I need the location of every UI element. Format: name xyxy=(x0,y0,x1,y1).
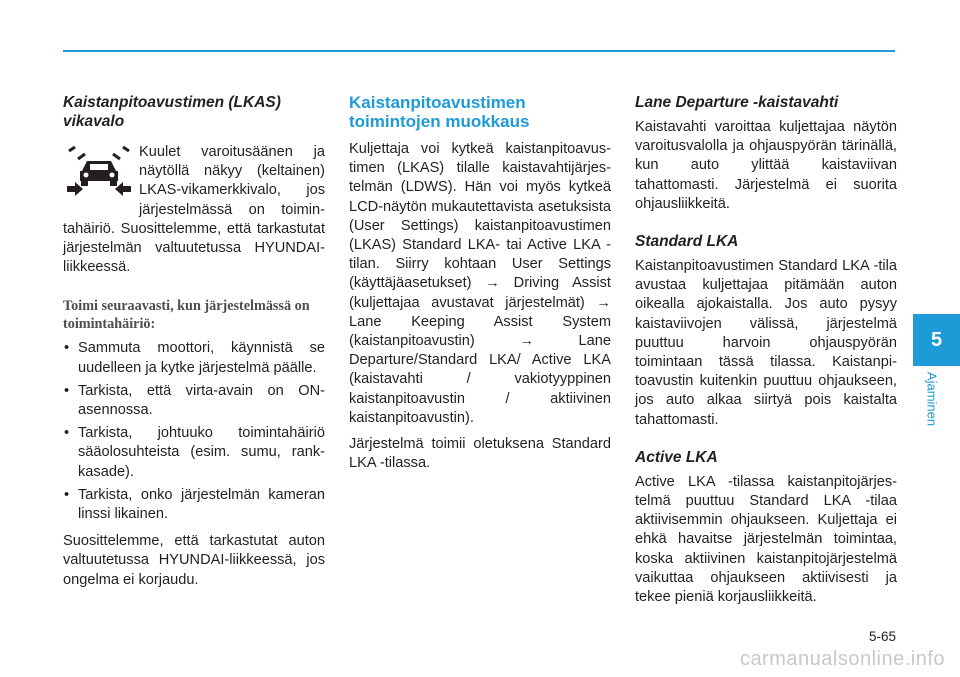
standard-lka-text: Kaistanpitoavustimen Standard LKA -tila avustaa kuljettajaa pitämään auton oikealla ajokaistalla. Jos auto pysyy kaistaviivojen välissä, järjestelmä puuttuu harvoin ohjauspyörän toimintaan tässä tilassa. Kaistanpitoavustin kuitenkin puuttuu ohjaukseen, jos auto alkaa siirtyä pois kaistalta tahattomasti. xyxy=(635,258,897,428)
active-lka-text: Active LKA -tilassa kaistanpitojärjestelmä puuttuu Standard LKA -tilaa aktiivisemmin ohjaukseen. Kuljettaja ei ehkä havaitse järjestelmän toimintaa, koska aktiivinen kaistanpitojärjestelmä vaikuttaa ohjaukseen aktiivisesti ja tekee pieniä korjausliikkeitä. xyxy=(635,473,897,606)
malfunction-steps-list xyxy=(63,339,325,524)
column-lkas-malfunction xyxy=(63,93,325,590)
malfunction-subheading: Toimi seuraavasti, kun järjestelmässä on toimintahäiriö: xyxy=(63,298,310,333)
top-rule xyxy=(63,50,895,52)
chapter-name-text: Ajaminen xyxy=(924,371,940,427)
section-heading-standard-lka: Standard LKA xyxy=(635,233,739,251)
lkas-default-mode-paragraph: Järjestelmä toimii oletuksena Standard LKA -tilassa. xyxy=(349,436,611,472)
section-heading-lkas-settings: Kaistanpitoavustimen toimintojen muokkaus xyxy=(349,93,530,131)
section-heading-lane-departure: Lane Departure -kaistavahti xyxy=(635,94,839,111)
chapter-name-label xyxy=(922,366,942,432)
list-item: • Tarkista, johtuuko toimintahäiriö sääolosuhteista (esim. sumu, rankkasade). xyxy=(63,424,325,482)
lkas-warning-icon xyxy=(63,143,135,203)
page-number: 5-65 xyxy=(868,629,896,644)
list-item: • Sammuta moottori, käynnistä se uudelleen ja kytke järjestelmä päälle. xyxy=(63,339,325,377)
column-lka-modes xyxy=(635,93,897,607)
malfunction-closing: Suosittelemme, että tarkastutat auton valtuutetussa HYUNDAI-liikkeessä, jos ongelma ei korjaudu. xyxy=(63,533,325,588)
list-item: • Tarkista, onko järjestelmän kameran linssi likainen. xyxy=(63,486,325,524)
lkas-malfunction-intro: Kuulet varoitusäänen ja näytöllä näkyy (keltainen) LKAS-vikamerkkivalo, jos järjestelmässä on toimintahäiriö. Suosittelemme, että tarkastutat järjestelmän valtuutetussa HYUNDAI-liikkeessä. xyxy=(63,144,325,276)
watermark: carmanualsonline.info xyxy=(739,648,945,670)
list-item: • Tarkista, että virta-avain on ON-asennossa. xyxy=(63,382,325,420)
lkas-settings-paragraph: Kuljettaja voi kytkeä kaistanpitoavustimen (LKAS) tilalle kaistavahtijärjestelmän (LDWS). Hän voi myös kytkeä LCD-näytön mukautettavista asetuksista (User Settings) kaistanpitoavustimen (LKAS) Standard LKA- tai Active LKA -tilan. Siirry kohtaan User Settings (käyttäjäasetukset) → Driving Assist (kuljettajaa avustavat järjestelmät) → Lane Keeping Assist System (kaistanpitoavustin) → Lane Departure/Standard LKA/ Active LKA (kaistavahti / vakiotyyppinen kaistanpitoavustin / aktiivinen kaistanpitoavustin). xyxy=(349,141,611,426)
chapter-number-tab: 5 xyxy=(913,314,960,366)
section-heading-lkas-malfunction: Kaistanpitoavustimen (LKAS) vikavalo xyxy=(63,94,281,130)
column-lkas-settings xyxy=(349,93,611,473)
section-heading-active-lka: Active LKA xyxy=(635,448,718,466)
lane-departure-text: Kaistavahti varoittaa kuljettajaa näytön varoitusvalolla ja ohjauspyörän tärinällä, kun auto ylittää kaistaviivan tahattomasti. Järjestelmä ei suorita ohjausliikkeitä. xyxy=(635,119,897,212)
